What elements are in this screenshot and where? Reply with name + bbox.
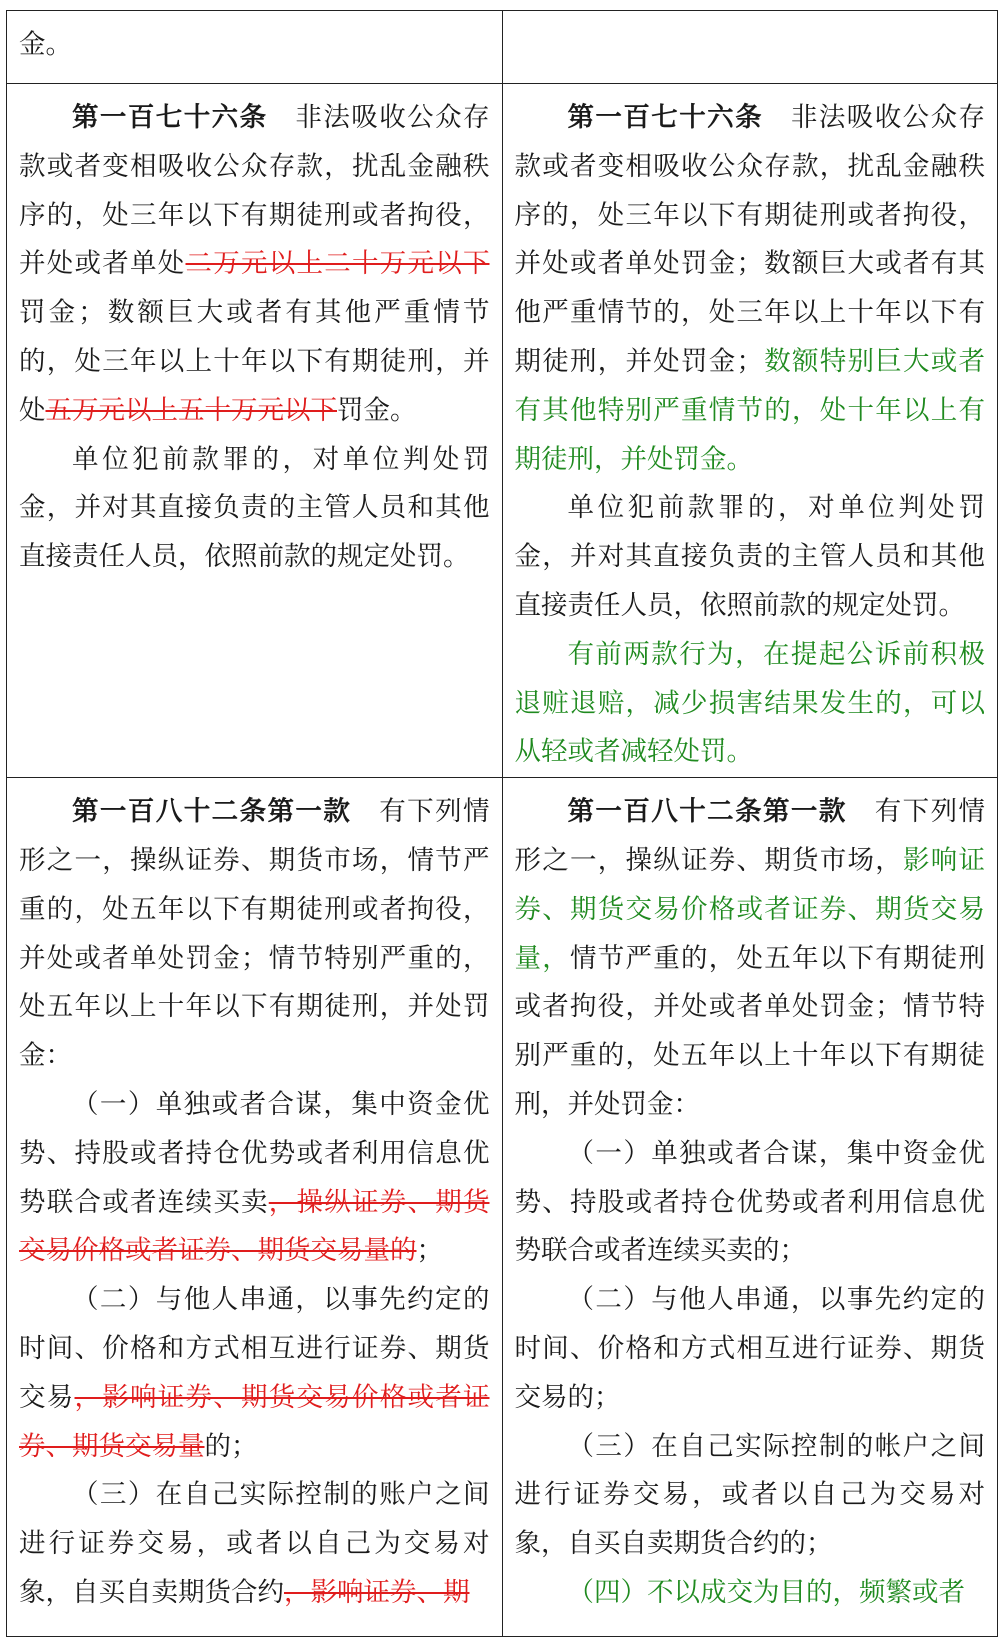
comparison-table (6, 10, 998, 1637)
added-text: （四）不以成交为目的，频繁或者 (567, 1576, 965, 1608)
deleted-text: ，影响证券、期 (284, 1576, 470, 1608)
new-text-cell (502, 778, 998, 1637)
deleted-text: 二万元以上二十万元以下 (185, 248, 490, 280)
text-run: 有下列情形之一，操纵证券、期货市场， (514, 796, 986, 876)
article-paragraph (19, 436, 490, 582)
added-text: 数额特别巨大或者有其他特别严重情节的，处十年以上有期徒刑，并处罚金。 (514, 345, 985, 475)
text-run: （三）在自己实际控制的账户之间进行证券交易，或者以自己为交易对象，自买自卖期货合约 (19, 1479, 490, 1608)
article-paragraph (19, 788, 490, 1081)
table-row (7, 84, 998, 778)
text-run: 罚金；数额巨大或者有其他严重情节的，处三年以上十年以下有期徒刑，并处 (19, 297, 490, 426)
text-run: （三）在自己实际控制的帐户之间进行证券交易，或者以自己为交易对象，自买自卖期货合约的； (514, 1430, 985, 1560)
article-paragraph (515, 1130, 986, 1276)
article-paragraph (19, 1276, 490, 1471)
text-run: 的； (204, 1430, 258, 1462)
article-paragraph (515, 94, 986, 484)
text-run: 情节严重的，处五年以下有期徒刑或者拘役，并处或者单处罚金；情节特别严重的，处五年以上十年以下有期徒刑，并处罚金： (514, 942, 985, 1120)
article-paragraph (515, 1569, 986, 1618)
text-run: 非法吸收公众存款或者变相吸收公众存款，扰乱金融秩序的，处三年以下有期徒刑或者拘役，并处或者单处罚金；数额巨大或者有其他严重情节的，处三年以上十年以下有期徒刑，并处罚金； (514, 102, 985, 377)
text-run: （一）单独或者合谋，集中资金优势、持股或者持仓优势或者利用信息优势联合或者连续买卖的； (514, 1137, 985, 1267)
deleted-text: ，操纵证券、期货交易价格或者证券、期货交易量的 (19, 1186, 490, 1267)
text-run: 单位犯前款罪的，对单位判处罚金，并对其直接负责的主管人员和其他直接责任人员，依照前款的规定处罚。 (19, 443, 490, 573)
article-number: 第一百七十六条 (72, 102, 268, 133)
article-paragraph (19, 1471, 490, 1617)
article-paragraph (515, 1276, 986, 1422)
table-row (7, 11, 998, 84)
article-paragraph (515, 484, 986, 630)
paragraph: 金。 (19, 29, 72, 60)
new-text-cell (502, 84, 998, 778)
text-run: ； (416, 1235, 443, 1267)
text-run: （二）与他人串通，以事先约定的时间、价格和方式相互进行证券、期货交易的； (514, 1284, 985, 1413)
text-run: 非法吸收公众存款或者变相吸收公众存款，扰乱金融秩序的，处三年以下有期徒刑或者拘役，并处或者单处 (19, 102, 490, 280)
table-row (7, 778, 998, 1637)
text-run: 单位犯前款罪的，对单位判处罚金，并对其直接负责的主管人员和其他直接责任人员，依照前款的规定处罚。 (514, 492, 985, 621)
article-paragraph (19, 1081, 490, 1276)
article-paragraph (19, 94, 490, 436)
added-text: 有前两款行为，在提起公诉前积极退赃退赔，减少损害结果发生的，可以从轻或者减轻处罚。 (514, 638, 985, 768)
article-paragraph (515, 1423, 986, 1569)
text-run: （二）与他人串通，以事先约定的时间、价格和方式相互进行证券、期货交易 (19, 1284, 490, 1413)
text-run: 罚金。 (337, 394, 417, 426)
article-paragraph (515, 788, 986, 1130)
old-text-cell (7, 11, 503, 84)
article-number: 第一百八十二条第一款 (72, 796, 352, 828)
text-run: 有下列情形之一，操纵证券、期货市场，情节严重的，处五年以下有期徒刑或者拘役，并处或者单处罚金；情节特别严重的，处五年以上十年以下有期徒刑，并处罚金： (19, 796, 490, 1072)
article-paragraph (515, 631, 986, 777)
old-text-cell (7, 778, 503, 1637)
article-number: 第一百七十六条 (567, 102, 763, 133)
deleted-text: ，影响证券、期货交易价格或者证券、期货交易量 (19, 1381, 490, 1462)
deleted-text: 五万元以上五十万元以下 (45, 394, 337, 426)
old-text-cell (7, 84, 503, 778)
text-run: （一）单独或者合谋，集中资金优势、持股或者持仓优势或者利用信息优势联合或者连续买卖 (19, 1088, 490, 1218)
new-text-cell (502, 11, 998, 84)
added-text: 影响证券、期货交易价格或者证券、期货交易量， (514, 844, 985, 974)
article-number: 第一百八十二条第一款 (567, 796, 847, 828)
